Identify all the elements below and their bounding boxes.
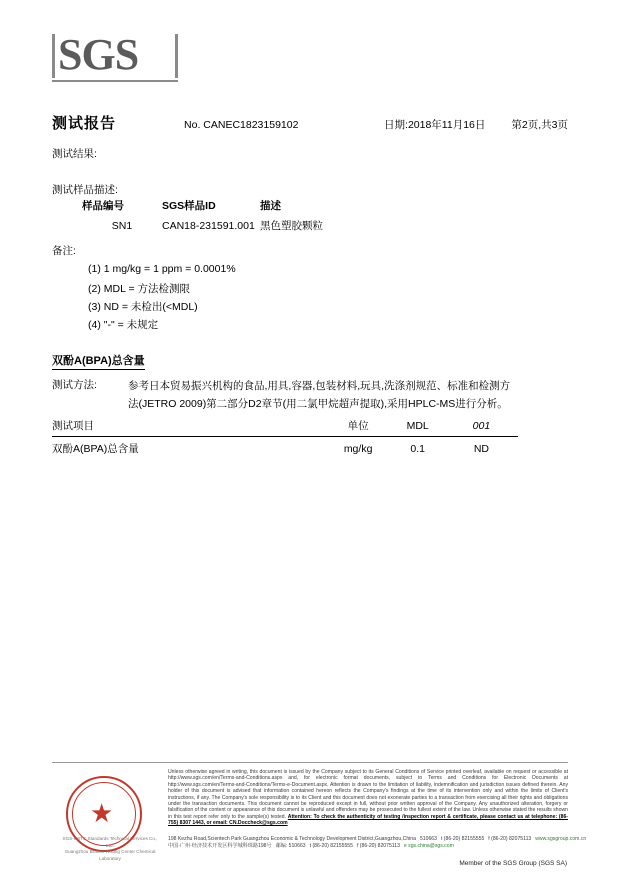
table-header-row [52,418,518,437]
sample-cell-no: SN1 [111,219,133,232]
remarks-label: 备注: [52,245,76,257]
footer-address-cn: 中国·广州·经济技术开发区科学城科珠路198号 [168,843,272,849]
footer-web-en[interactable]: www.sgsgroup.com.cn [535,836,587,842]
stamp-star-icon: ★ [90,798,114,828]
sample-cell-desc: 黑色塑胶颗粒 [260,220,323,232]
sample-col-header-id: SGS样品ID [162,200,216,212]
sample-description-label: 测试样品描述: [52,184,118,196]
title-right-meta [384,117,568,132]
result-cell-unit: mg/kg [343,442,373,455]
logo-bar-left-icon [52,34,55,78]
table-header-row [82,198,380,218]
remark-item: (2) MDL = 方法检测限 [88,283,190,295]
results-table [52,418,518,456]
footer-tel-cn: t (86-20) 82155555 [309,843,353,849]
table-row [82,218,380,233]
sample-table [82,198,380,233]
footer-member-line: Member of the SGS Group (SGS SA) [459,860,567,867]
sgs-logo-block [52,32,182,82]
page-title: 测试报告 [52,115,117,132]
method-text-line1: 参考日本贸易振兴机构的食品,用具,容器,包装材料,玩具,洗涤剂规范、标准和检测方 [128,380,511,392]
section-heading-bpa: 双酚A(BPA)总含量 [52,352,145,370]
result-col-header-mdl: MDL [391,418,445,437]
remark-item: (3) ND = 未检出(<MDL) [88,301,198,313]
sample-col-header-desc: 描述 [260,200,281,212]
method-text [128,377,548,413]
footer-fax-cn: f (86-20) 82075113 [356,843,400,849]
result-col-header-unit: 单位 [326,418,391,437]
remark-item: (4) "-" = 未规定 [88,319,159,331]
footer-postcode-en: 510663 [419,836,437,842]
footer-fax-en: f (86-20) 82075113 [488,836,532,842]
footer-address-row-en [168,836,587,843]
logo-bar-right-icon [175,34,178,78]
report-number: No. CANEC1823159102 [184,119,299,131]
sgs-logo-text: SGS [58,30,139,79]
logo-divider [52,80,178,82]
company-stamp [58,772,162,861]
sample-cell-id: CAN18-231591.001 [162,219,255,232]
result-cell-item: 双酚A(BPA)总含量 [52,443,139,455]
result-col-header-001: 001 [445,418,518,437]
footer-address-row-cn [168,843,568,850]
footer-tel-en: t (86-20) 82155555 [440,836,485,842]
title-row [52,112,568,133]
report-date: 日期:2018年11月16日 [384,119,486,131]
footer-email-cn[interactable]: e sgs.china@sgs.com [403,843,454,849]
footer-disclaimer [168,769,568,827]
footer-address-block [168,836,587,850]
table-row [52,437,518,457]
footer-postcode-cn: 邮编: 510663 [275,843,306,849]
result-col-header-item: 测试项目 [52,418,326,437]
remark-item: (1) 1 mg/kg = 1 ppm = 0.0001% [88,263,236,275]
footer-disclaimer-text: Unless otherwise agreed in writing, this document is issued by the Company subject to its General Conditions of Service printed overleaf, available on request or accessible at http://www.sgs.com/en/Terms-and-Conditions.aspx and, for electronic format documents, subject to Terms and Conditions for Electronic Documents at http://www.sgs.com/en/Terms-and-Conditions/Terms-e-Document.aspx. Attention is drawn to the limitation of liability, indemnification and jurisdiction issues defined therein. Any holder of this document is advised that information contained hereon reflects the Company's findings at the time of its intervention only and within the limits of Client's instructions, if any. The Company's sole responsibility is to its Client and this document does not exonerate parties to a transaction from exercising all their rights and obligations under the transaction documents. This document cannot be reproduced except in full, without prior written approval of the Company. Any unauthorized alteration, forgery or falsification of the content or appearance of this document is unlawful and offenders may be prosecuted to the fullest extent of the law. Unless otherwise stated the results shown in this test report refer only to the sample(s) tested. [168,769,568,820]
footer-address-en: 198 Kezhu Road,Scientech Park Guangzhou Economic & Technology Development District,Guangzhou,China [168,836,416,842]
footer-verify-text[interactable]: Attention: To check the authenticity of testing /inspection report & certificate, please contact us at telephone: (86-755) 8307 1443, or email: CN.Doccheck@sgs.com [168,813,568,827]
result-cell-mdl: 0.1 [410,442,425,455]
stamp-caption-line1: SGS-CSTC Standards Technical Services Co., Ltd. [62,836,158,848]
method-label: 测试方法: [52,379,97,391]
stamp-caption [60,836,160,862]
stamp-caption-line2: Guangzhou Branch Testing Center Chemical Laboratory [64,849,156,861]
page-number: 第2页,共3页 [511,119,568,131]
footer-divider [52,762,568,763]
result-cell-value: ND [473,442,489,455]
method-text-line2: 法(JETRO 2009)第二部分D2章节(用二氯甲烷超声提取),采用HPLC-MS进行分析。 [128,398,508,410]
results-label: 测试结果: [52,148,97,160]
sample-col-header-no: 样品编号 [82,200,124,212]
